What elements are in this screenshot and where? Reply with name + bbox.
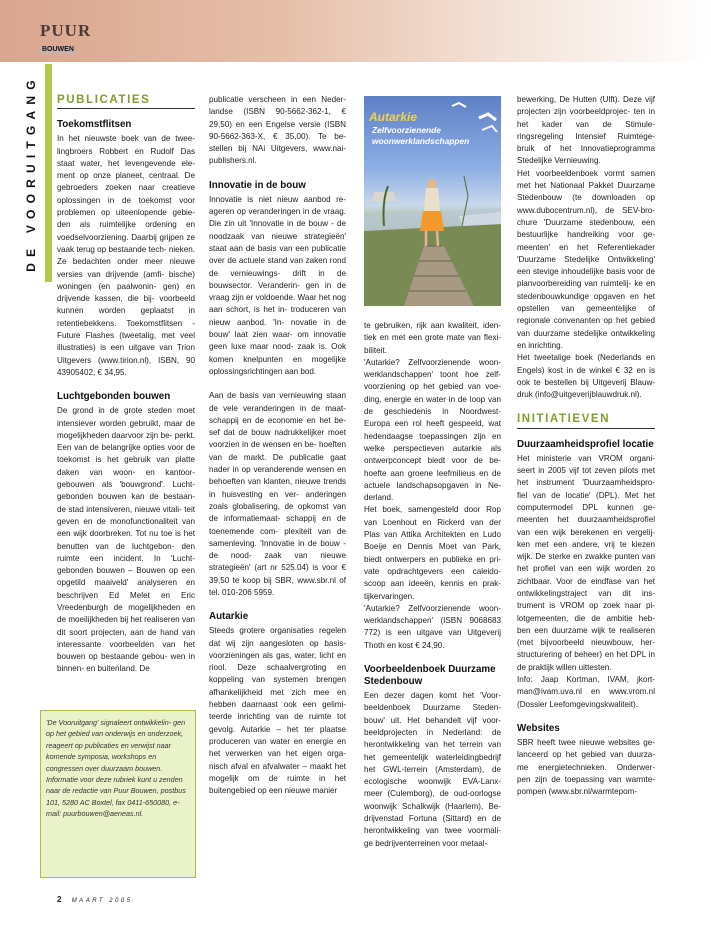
book-cover-image xyxy=(364,96,501,306)
section-rail xyxy=(18,64,44,282)
autarkie-body-1: te gebruiken, rijk aan kwaliteit, iden- tiek en met een grote mate van flexi- biliteit. xyxy=(364,321,501,355)
issue-date: MAART 2005 xyxy=(71,898,133,904)
info-box xyxy=(40,710,196,878)
article-body-toekomstflitsen: In het nieuwste boek van de twee- lingbroers Robbert en Rudolf Das staat water, het levengevende ele- ment op onze planeet, centraal. De gebroeders zoeken naar creatieve oplossingen in de toekomst voor problemen op uiteenlopende gebie- den als ruimtelijke ordening en voedselvoorziening. Daarbij grijpen ze vaak terug op bestaande tech- nieken. Ze bedachten onder meer nieuwe versies van drijvende (amfi- bische) woningen (en paalwonin- gen) en drijvende kassen, die bij- voorbeeld kunnen worden geplaatst in retentiebekkens. Toekomstflitsen - Future Flashes (tweetalig, met veel illustraties) is een uitgave van Trion Uitgevers (www.tirion.nl), ISBN, 90 43905402, € 34,95. xyxy=(57,134,195,377)
autarkie-body-3: Het boek, samengesteld door Rop van Loenhout en Rickerd van der Plas van Attika Architekten en Ludo Boeije en Dennis Moet van Park, biedt ontwerpers en publieke en pri- vate opdrachtgevers een caleido- scoop aan ideeën, kennis en prak- tijkervaringen. xyxy=(364,505,501,601)
article-body-innovatie-1: Innovatie is niet nieuw aanbod re- ageren op veranderingen in de vraag. Die zin uit 'Innovatie in de bouw - de noodzaak van nieuwe strategieën' staat aan de basis van een publicatie over de actuele stand van zaken rond de vernieuwings- drift in de bouwsector. Veranderin- gen in de vraag zijn er voldoende. Waar het nog aan schort, is het in- troduceren van nieuw aanbod. 'In- novatie in de bouw' laat zien waar- om innovatie geen luxe maar nood- zaak is. Ook komen knelpunten en mogelijke oplossingsrichtingen aan bod. xyxy=(209,194,346,376)
article-title-duurzaamheidsprofiel: Duurzaamheidsprofiel locatie xyxy=(517,438,654,450)
green-accent-bar xyxy=(45,64,52,282)
info-box-text: 'De Vooruitgang' signaleert ontwikkelin- gen op het gebied van onderwijs en onderzoek, reageert op publicaties en verwijst naar komende symposia, workshops en congressen over duurzaam bouwen. Informatie voor deze rubriek kunt u zenden naar de redactie van Puur Bouwen, postbus 101, 5280 AC Boxtel, fax 0411-650080, e-mail: puurbouwen@aeneas.nl. xyxy=(46,718,186,819)
cover-title: Autarkie xyxy=(369,110,418,124)
voorbeeldenboek-body-1: bewerking, De Hutten (Ulft). Deze vijf projecten zijn voorbeeldprojec- ten in het kader van de Stimule- ringsregeling Intensief Ruimtege- bruik of het Innovatieprogramma Stedelijke Vernieuwing. xyxy=(517,95,655,166)
article-body-websites: SBR heeft twee nieuwe websites ge- lanceerd op het gebied van duurza- me energietechnieken. Onderwer- pen zijn de toepassing van warmte- pompen (www.sbr.nl/warmtepom- xyxy=(517,737,655,797)
section-title-initiatieven: INITIATIEVEN xyxy=(517,413,655,428)
article-body-duurzaamheidsprofiel: Het ministerie van VROM organi- seert in 2005 vijf tot zeven pilots met het instrument 'Duurzaamheidspro- fiel van de locatie' (DPL). Met het computermodel DPL kunnen ge- meenten het duurzaamheidsprofiel van een wijk berekenen en vergelij- ken met een andere, vrij te kiezen wijk. De sterke en zwakke punten van het profiel van een wijk worden zo zichtbaar. Voor de eindfase van het ontwikkelingstraject van dit ins- trument is VROM op zoek naar pi- lotgemeenten, die de ambitie heb- ben een duurzame wijk te realiseren (met bijvoorbeeld nieuwbouw, her- structurering of beheer) en het DPL in de praktijk willen uittesten. xyxy=(517,453,655,672)
article-body-continued: publicatie verscheen in een Neder- landse (ISBN 90-5662-362-1, € 29,50) en een Engelse versie (ISBN 90-5662-363-X, € 35,00). Te be- stellen bij NAi Uitgevers, www.nai- publishers.nl. xyxy=(209,95,346,166)
autarkie-body-2: 'Autarkie? Zelfvoorzienende woon- werklandschappen' toont hoe zelf- voorziening op het gebied van voe- ding, energie en water in de loop van de geschiedenis in Noordwest- Europa een rol heeft gespeeld, wat hedendaagse toepassingen zijn en welke perspectieven autarkie als ontwerpconcept biedt voor de be- hoefte aan groene leefmilieus en de actuele landschapsopgaven in Ne- derland. xyxy=(364,357,501,503)
article-title-voorbeeldenboek: Voorbeeldenboek Duurzame Stedenbouw xyxy=(364,664,496,688)
section-title-publicaties: PUBLICATIES xyxy=(57,94,195,109)
article-body-autarkie: Steeds grotere organisaties regelen dat wij zijn aangesloten op basis- voorzieningen als gas, water, licht en riool. Deze schaalvergroting en koppeling van systemen brengen afhankelijkheid met zich mee en hebben daarnaast ook een gelimi- teerde inrichting van de ruimte tot gevolg. Autarkie – het ter plaatse produceren van water en energie en het verwerken van het eigen orga- nisch afval en afvalwater – maakt het mogelijk om de ruimte in het buitengebied op een nieuwe manier xyxy=(209,626,346,796)
voorbeeldenboek-body-2: Het voorbeeldenboek vormt samen met het Nationaal Pakket Duurzame Stedenbouw (te downloaden op www.dubocentrum.nl), de SEV-bro- chure 'Duurzame stedenbouw, een bestuurlijke handreiking voor ge- meenten' en het Referentiekader 'Duurzame Stedelijke Ontwikkeling' een stevige inhoudelijke basis voor de planvoorbereiding van ruimtelij- ke en stedenbouwkundige opgaven en het opstellen van gemeentelijke of regionale convenanten op het gebied van duurzame stedelijke ontwikkeling en inrichting. xyxy=(517,168,655,350)
puur-bouwen-logo xyxy=(40,21,96,53)
cover-subtitle-line-2: woonwerklandschappen xyxy=(372,136,470,146)
column-4 xyxy=(517,94,655,798)
article-body-luchtgebonden: De grond in de grote steden moet intensiever worden gebruikt, maar de mogelijkheden daarvoor zijn be- perkt. Een van de belangrijke opties voor de toekomst is het gebruik van platte daken van woon- en kantoor- gebouwen als 'bouwgrond'. Lucht- gebonden bouwen kan de bestaan- de stad intensiveren, nieuwe vitali- teit geven en de monofunctionaliteit van een wijk doorbreken. Tot nu toe is het benutten van de luchtgebon- den ruimte een incident. In 'Lucht- gebonden bouwen – Bouwen op een opgetild maaiveld' analyseren en beschrijven Ed Melet en Eric Vreedenburgh de mogelijkheden en de moeilijkheden bij het realiseren van dit soort projecten, aan de hand van interessante voorbeelden van het bouwen op bestaande gebou- wen in binnen- en buitenland. De xyxy=(57,406,195,674)
column-3 xyxy=(364,320,501,850)
article-info-duurzaamheidsprofiel: Info: Jaap Kortman, IVAM, jkort- man@ivam.uva.nl en www.vrom.nl (Dossier Leefomgevingskwaliteit). xyxy=(517,675,655,709)
article-title-toekomstflitsen: Toekomstflitsen xyxy=(57,119,132,131)
article-title-websites: Websites xyxy=(517,722,560,734)
column-2 xyxy=(209,94,346,797)
article-title-innovatie: Innovatie in de bouw xyxy=(209,179,306,191)
article-body-voorbeeldenboek: Een dezer dagen komt het 'Voor- beeldenboek Duurzame Steden- bouw' uit. Het behandelt vijf voor- beeldprojecten in Nederland: de herontwikkeling van het terrein van het gemeentelijk waterleidingbedrijf het GWL-terrein (Amsterdam), de ecologische woonwijk EVA-Lanx- meer (Culemborg), de oud-oorlogse woonwijk Schalkwijk (Haarlem), Be- drijvenstad Fortuna (Sittard) en de herontwikkeling van twee voormali- ge bedrijventerreinen voor metaal- xyxy=(364,691,501,848)
cover-subtitle xyxy=(372,125,469,147)
article-title-luchtgebonden: Luchtgebonden bouwen xyxy=(57,391,171,403)
column-1 xyxy=(57,94,195,676)
cover-subtitle-line-1: Zelfvoorzienende xyxy=(372,125,441,135)
logo-top-text: PUUR xyxy=(40,21,92,40)
voorbeeldenboek-body-3: Het tweetalige boek (Nederlands en Engels) kost in de winkel € 32 en is ook te bestellen bij Uitgeverij Blauw- druk (info@uitgeverijblauwdruk.nl). xyxy=(517,353,655,400)
header-band xyxy=(0,0,711,62)
autarkie-body-4: 'Autarkie? Zelfvoorzienende woon- werklandschappen' (ISBN 9068683 772) is een uitgave van Uitgeverij Thoth en kost € 24,90. xyxy=(364,603,501,650)
page-footer xyxy=(57,895,133,904)
logo-bottom-text: BOUWEN xyxy=(42,46,74,53)
article-title-autarkie: Autarkie xyxy=(209,611,249,623)
page-number: 2 xyxy=(57,895,62,904)
article-body-innovatie-2: Aan de basis van vernieuwing staan de vele veranderingen in de maat- schappij en de economie en het be- sef dat de bouw nadrukkelijker moet voorzien in de wensen en be- hoeften van de markt. De publicatie gaat nader in op veranderende wensen en behoeften van klanten, nieuwe trends in huisvesting en ver- anderingen zoals globalisering, de opkomst van de informatiemaat- schappij en de toenemende com- plexiteit van de samenleving. 'Innovatie in de bouw - de nood- zaak van nieuwe strategieën' (art nr 525.04) is voor € 39,50 te koop bij SBR, www.sbr.nl of tel. 010-206 5959. xyxy=(209,391,346,597)
rail-label: DE VOORUITGANG xyxy=(24,74,38,272)
